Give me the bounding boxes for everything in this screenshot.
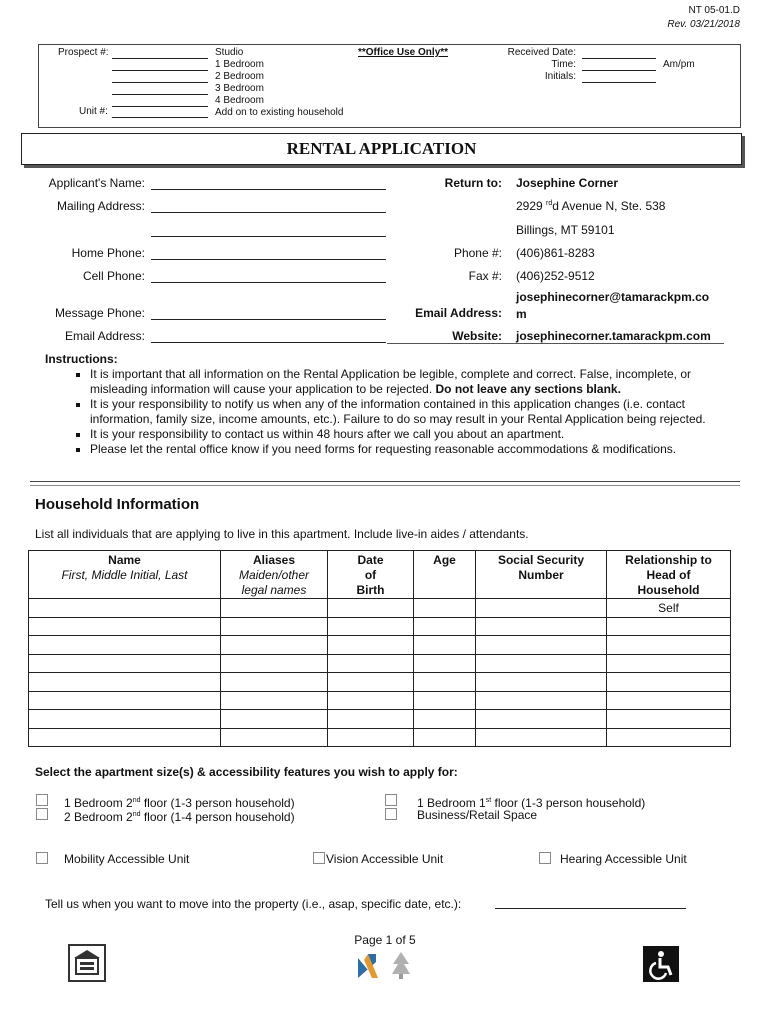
received-date-label: Received Date: [507,47,576,58]
col-title: Social Security [497,553,585,567]
company-logo-icon [356,950,380,980]
return-to-label: Return to: [444,176,502,190]
cell-input[interactable] [476,728,607,747]
cell-input[interactable] [328,728,414,747]
col-title: Name [108,553,141,567]
cell-input[interactable] [221,691,328,710]
email-address-field[interactable] [151,342,386,343]
cell-input[interactable] [29,617,221,636]
cell-input[interactable] [476,654,607,673]
opt-text: 1 Bedroom 1 [417,796,486,810]
move-in-label: Tell us when you want to move into the property (i.e., asap, specific date, etc.): [45,897,462,911]
cell-input[interactable] [221,599,328,618]
cell-input[interactable] [221,673,328,692]
instruction-text: It is your responsibility to notify us when any of the information contained in this application changes (i.e. contact information, family size, income amounts, etc.). Failure to do so may result in your Rental Application being rejected. [90,397,706,426]
col-title: Age [433,553,456,567]
unit-line[interactable] [112,117,208,118]
home-phone-label: Home Phone: [71,246,145,260]
instruction-text: Please let the rental office know if you need forms for requesting reasonable accommodations & modifications. [90,442,677,456]
cell-input[interactable] [29,691,221,710]
address-sup: rd [546,200,553,207]
instruction-item [90,367,725,397]
email-address-label: Email Address: [64,329,145,343]
col-sub: Head of [646,568,691,582]
tree-logo-icon [390,950,412,980]
checkbox-mobility[interactable] [36,852,48,864]
instruction-bold: Do not leave any sections blank. [435,382,621,396]
opt-text: floor (1-3 person household) [140,796,295,810]
return-divider [387,343,724,344]
option-vision: Vision Accessible Unit [326,852,444,866]
cell-input[interactable] [328,710,414,729]
return-fax: (406)252-9512 [516,269,595,283]
cell-input[interactable] [328,599,414,618]
col-sub: Maiden/other [238,568,310,582]
page-title: RENTAL APPLICATION [21,133,742,165]
cell-input[interactable] [328,654,414,673]
opt-text: 1 Bedroom 2 [64,796,133,810]
col-sub2: legal names [241,583,307,597]
opt-text: 2 Bedroom 2 [64,810,133,824]
opt-sup: nd [132,811,141,818]
address-number: 2929 [516,199,543,213]
table-row [29,728,731,747]
wheelchair-accessible-icon [643,946,679,982]
applicant-name-field[interactable] [151,189,386,190]
col-sub: Number [518,568,564,582]
prospect-line-4[interactable] [112,94,208,95]
size-addon: Add on to existing household [215,107,344,118]
mailing-address-field-2[interactable] [151,236,386,237]
page-number: Page 1 of 5 [354,933,416,947]
size-3br: 3 Bedroom [215,83,264,94]
size-2br: 2 Bedroom [215,71,264,82]
unit-label: Unit #: [79,106,108,117]
opt-text: floor (1-3 person household) [491,796,646,810]
size-studio: Studio [215,47,244,58]
cell-input[interactable] [607,728,731,747]
office-labels [470,47,576,83]
applicant-name-label: Applicant's Name: [48,176,145,190]
instruction-text: It is important that all information on the Rental Application be legible, complete and correct. False, incomplete, or misleading information will cause your application to be rejected. [90,367,691,396]
cell-input[interactable] [607,710,731,729]
col-title: Aliases [252,553,296,567]
address-rest: d Avenue N, Ste. 538 [552,199,666,213]
cell-input[interactable] [414,710,476,729]
equal-housing-icon [68,944,106,982]
initials-label: Initials: [544,71,576,82]
checkbox-1br-1st[interactable] [385,794,397,806]
table-row [29,710,731,729]
form-number: NT 05-01.D [688,5,740,16]
prospect-line-5[interactable] [112,106,208,107]
cell-input[interactable] [29,599,221,618]
cell-input[interactable] [221,710,328,729]
cell-input[interactable] [29,636,221,655]
return-email[interactable] [516,289,709,323]
message-phone-label: Message Phone: [54,306,145,320]
cell-input[interactable] [476,617,607,636]
checkbox-2br-2nd[interactable] [36,808,48,820]
cell-input[interactable] [29,728,221,747]
cell-input[interactable] [221,617,328,636]
instruction-item [90,397,725,427]
cell-input[interactable] [414,599,476,618]
col-sub2: Household [637,583,700,597]
col-dob [328,551,414,599]
office-only-label: **Office Use Only** [358,47,449,58]
cell-input[interactable] [476,673,607,692]
col-name [29,551,221,599]
col-title: Date [357,553,384,567]
cell-input[interactable] [414,636,476,655]
option-2br-2nd [64,808,295,824]
cell-input[interactable] [29,710,221,729]
size-4br: 4 Bedroom [215,95,264,106]
mailing-address-field-1[interactable] [151,212,386,213]
checkbox-business[interactable] [385,808,397,820]
opt-sup: st [485,797,492,804]
initials-line[interactable] [582,82,656,83]
cell-input[interactable] [29,654,221,673]
phone-label: Phone #: [453,246,502,260]
instructions-heading: Instructions: [45,352,118,366]
size-list [215,47,343,119]
checkbox-1br-2nd[interactable] [36,794,48,806]
return-email-line1: josephinecorner@tamarackpm.co [516,290,710,304]
cell-input[interactable] [328,617,414,636]
move-in-field[interactable] [495,908,686,909]
cell-input[interactable] [476,599,607,618]
opt-text: floor (1-4 person household) [140,810,295,824]
checkbox-hearing[interactable] [539,852,551,864]
received-date-line[interactable] [582,58,656,59]
cell-input[interactable] [476,691,607,710]
opt-sup: nd [132,797,141,804]
prospect-label: Prospect #: [58,47,109,58]
checkbox-vision[interactable] [313,852,325,864]
col-sub2: Birth [356,583,385,597]
prospect-line-3[interactable] [112,82,208,83]
cell-input[interactable] [607,691,731,710]
cell-input[interactable] [221,636,328,655]
cell-input[interactable] [414,654,476,673]
cell-input[interactable] [607,673,731,692]
option-business: Business/Retail Space [417,808,538,822]
instructions [45,352,725,457]
col-sub: First, Middle Initial, Last [61,568,188,582]
cell-input[interactable] [29,673,221,692]
return-name: Josephine Corner [516,176,619,190]
revision-date: Rev. 03/21/2018 [667,19,740,30]
return-phone: (406)861-8283 [516,246,595,260]
cell-input[interactable] [414,617,476,636]
household-heading: Household Information [35,496,200,513]
household-header-row [29,551,731,599]
section-divider [30,481,740,486]
return-city: Billings, MT 59101 [516,223,615,237]
cell-input[interactable] [607,636,731,655]
cell-input[interactable] [414,728,476,747]
cell-input[interactable] [328,691,414,710]
time-line[interactable] [582,70,656,71]
cell-input[interactable] [476,710,607,729]
cell-self: Self [607,599,731,618]
cell-input[interactable] [414,691,476,710]
option-hearing: Hearing Accessible Unit [560,852,687,866]
instruction-text: It is your responsibility to contact us within 48 hours after we call you about an apartment. [90,427,565,441]
col-age [414,551,476,599]
return-website[interactable]: josephinecorner.tamarackpm.com [516,329,711,343]
instruction-item [90,442,725,457]
instructions-list [45,367,725,457]
cell-input[interactable] [221,654,328,673]
household-table [28,550,731,747]
mailing-address-label: Mailing Address: [56,199,145,213]
col-title: Relationship to [625,553,712,567]
cell-input[interactable] [328,636,414,655]
prospect-line-1[interactable] [112,58,208,59]
return-email-line2: m [516,307,527,321]
cell-input[interactable] [476,636,607,655]
apartment-heading: Select the apartment size(s) & accessibility features you wish to apply for: [35,765,458,779]
cell-input[interactable] [328,673,414,692]
return-address [516,199,665,213]
table-row [29,673,731,692]
table-row [29,599,731,618]
prospect-line-2[interactable] [112,70,208,71]
cell-input[interactable] [221,728,328,747]
col-ssn [476,551,607,599]
fax-label: Fax #: [468,269,502,283]
home-phone-field[interactable] [151,259,386,260]
table-row [29,691,731,710]
website-label: Website: [452,329,502,343]
time-label: Time: [551,59,576,70]
col-sub: of [364,568,377,582]
cell-phone-label: Cell Phone: [82,269,145,283]
col-aliases [221,551,328,599]
cell-input[interactable] [607,617,731,636]
table-row [29,654,731,673]
cell-phone-field[interactable] [151,282,386,283]
message-phone-field[interactable] [151,319,386,320]
cell-input[interactable] [414,673,476,692]
instruction-item [90,427,725,442]
ampm-label: Am/pm [663,59,695,70]
table-row [29,617,731,636]
table-row [29,636,731,655]
cell-input[interactable] [607,654,731,673]
size-1br: 1 Bedroom [215,59,264,70]
household-intro: List all individuals that are applying to live in this apartment. Include live-in aides / attendants. [35,527,529,541]
option-mobility: Mobility Accessible Unit [64,852,190,866]
col-relationship [607,551,731,599]
return-email-label: Email Address: [415,306,502,320]
